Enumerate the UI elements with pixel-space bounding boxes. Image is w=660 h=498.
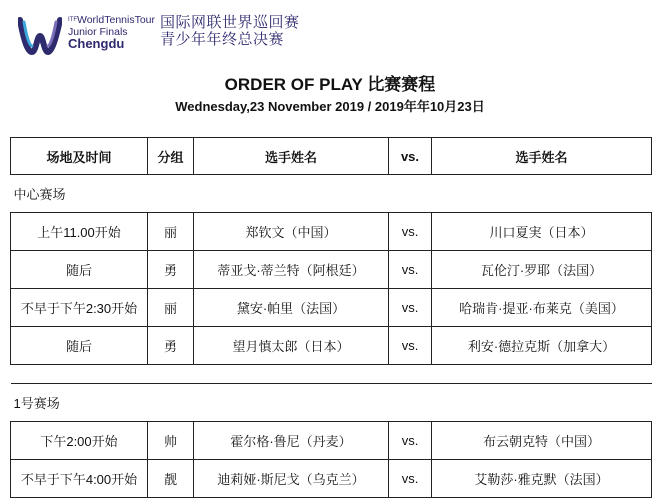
- event-logo: [18, 12, 318, 62]
- wtt-logo-icon: [18, 12, 62, 60]
- match-player1: 蒂亚戈·蒂兰特（阿根廷）: [194, 251, 389, 289]
- logo-chinese: [160, 14, 300, 48]
- section-title: 1号赛场: [11, 384, 652, 422]
- match-group: 勇: [148, 251, 194, 289]
- match-player2: 瓦伦汀·罗耶（法国）: [432, 251, 652, 289]
- match-group: 勇: [148, 327, 194, 365]
- match-group: 丽: [148, 213, 194, 251]
- match-vs: vs.: [389, 422, 432, 460]
- match-vs: vs.: [389, 460, 432, 498]
- section-spacer: [11, 365, 652, 384]
- match-group: 靓: [148, 460, 194, 498]
- match-group: 帅: [148, 422, 194, 460]
- column-header-group: 分组: [148, 138, 194, 175]
- match-time: 随后: [11, 251, 148, 289]
- logo-line2: Junior Finals: [68, 26, 128, 38]
- match-player2: 利安·德拉克斯（加拿大）: [432, 327, 652, 365]
- match-player2: 艾勒莎·雅克默（法国）: [432, 460, 652, 498]
- match-player1: 霍尔格·鲁尼（丹麦）: [194, 422, 389, 460]
- column-header-court-time: 场地及时间: [11, 138, 148, 175]
- match-row: [11, 327, 652, 365]
- column-header-player1: 选手姓名: [194, 138, 389, 175]
- match-row: [11, 460, 652, 498]
- match-time: 不早于下午4:00开始: [11, 460, 148, 498]
- section-row: [11, 175, 652, 213]
- order-of-play-table: [10, 137, 652, 498]
- match-player1: 郑钦文（中国）: [194, 213, 389, 251]
- logo-cn-line2: 青少年年终总决赛: [160, 31, 285, 48]
- spacer-cell: [11, 365, 652, 384]
- match-time: 随后: [11, 327, 148, 365]
- match-row: [11, 251, 652, 289]
- column-header-vs: vs.: [389, 138, 432, 175]
- match-player1: 迪莉娅·斯尼戈（乌克兰）: [194, 460, 389, 498]
- column-header-player2: 选手姓名: [432, 138, 652, 175]
- itf-mark: ITF: [68, 17, 77, 23]
- match-row: [11, 289, 652, 327]
- page-title: ORDER OF PLAY 比赛赛程: [224, 75, 436, 94]
- match-time: 不早于下午2:30开始: [11, 289, 148, 327]
- match-vs: vs.: [389, 251, 432, 289]
- match-player1: 黛安·帕里（法国）: [194, 289, 389, 327]
- match-player2: 布云朝克特（中国）: [432, 422, 652, 460]
- match-player2: 川口夏実（日本）: [432, 213, 652, 251]
- page-date: Wednesday,23 November 2019 / 2019年年10月23日: [175, 99, 485, 114]
- logo-english: [68, 14, 155, 50]
- match-group: 丽: [148, 289, 194, 327]
- table-header-row: [11, 138, 652, 175]
- section-title: 中心赛场: [11, 175, 652, 213]
- match-player2: 哈瑞肯·提亚·布莱克（美国）: [432, 289, 652, 327]
- section-row: [11, 384, 652, 422]
- logo-cn-line1: 国际网联世界巡回赛: [160, 14, 300, 31]
- match-vs: vs.: [389, 289, 432, 327]
- logo-line3: Chengdu: [68, 36, 125, 51]
- match-vs: vs.: [389, 327, 432, 365]
- match-vs: vs.: [389, 213, 432, 251]
- match-player1: 望月慎太郎（日本）: [194, 327, 389, 365]
- logo-line1: WorldTennisTour: [77, 14, 156, 26]
- match-row: [11, 213, 652, 251]
- match-time: 上午11.00开始: [11, 213, 148, 251]
- match-time: 下午2:00开始: [11, 422, 148, 460]
- match-row: [11, 422, 652, 460]
